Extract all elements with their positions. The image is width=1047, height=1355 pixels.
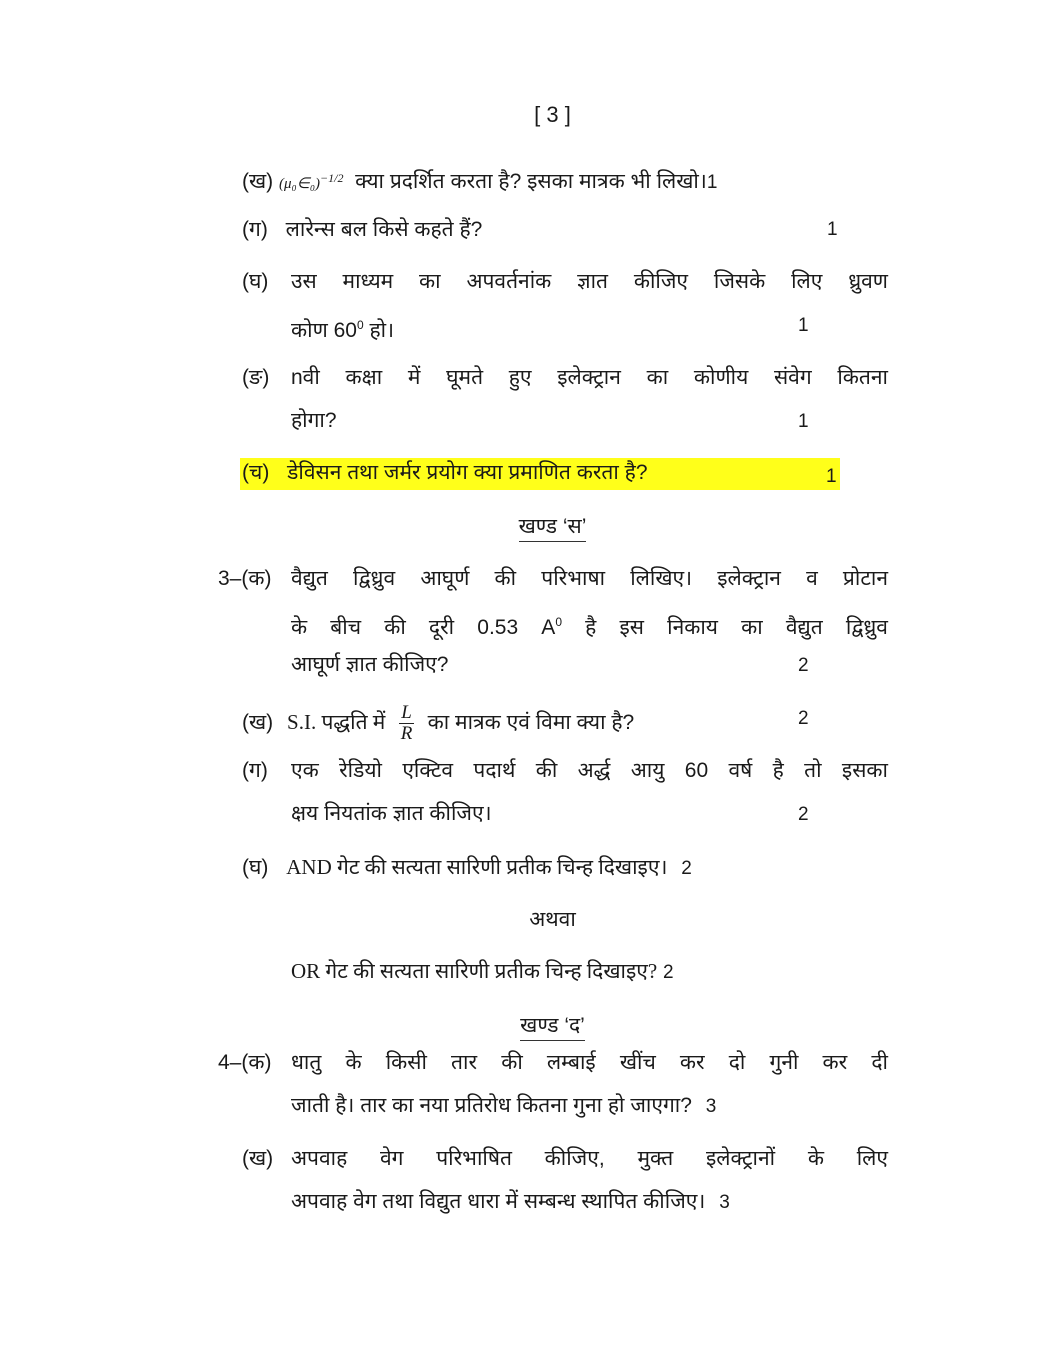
question-text-line1: धातु के किसी तार की लम्बाई खींच कर दो गुनी कर दी xyxy=(291,1051,888,1074)
marks: 1 xyxy=(706,172,718,193)
marks: 2 xyxy=(798,708,809,729)
marks: 2 xyxy=(798,804,809,825)
marks: 3 xyxy=(705,1096,717,1117)
question-text: AND गेट की सत्यता सारिणी प्रतीक चिन्ह दिखाइए। xyxy=(286,855,668,879)
question-label: 3–(क) xyxy=(218,567,272,590)
question-text-line1: nवी कक्षा में घूमते हुए इलेक्ट्रान का कोणीय संवेग कितना xyxy=(291,366,888,389)
question-text: डेविसन तथा जर्मर प्रयोग क्या प्रमाणित करता है? xyxy=(287,461,648,484)
fraction-l-over-r: $\frac{L}{R}$ xyxy=(400,702,413,744)
question-2-nga xyxy=(242,363,269,393)
question-2-cha-highlighted xyxy=(240,458,840,490)
question-text-line3: आघूर्ण ज्ञात कीजिए? xyxy=(291,653,449,676)
question-3-gha xyxy=(242,852,692,884)
math-expression: (μ₀∈₀)$^{-1/2}$ xyxy=(279,171,344,192)
question-text-line2: होगा? xyxy=(291,409,337,432)
marks: 2 xyxy=(663,962,674,983)
question-4-ka xyxy=(218,1048,271,1078)
question-3-ga xyxy=(242,756,268,786)
question-label: (ग) xyxy=(242,759,268,782)
question-2-kha xyxy=(242,163,717,199)
question-label: (च) xyxy=(242,461,270,484)
section-heading-c: खण्ड ‘स’ xyxy=(0,512,1047,540)
marks: 1 xyxy=(798,315,809,336)
question-text-line2: क्षय नियतांक ज्ञात कीजिए। xyxy=(291,802,492,825)
marks: 1 xyxy=(826,466,837,487)
marks: 3 xyxy=(719,1192,730,1213)
question-text-line1: एक रेडियो एक्टिव पदार्थ की अर्द्ध आयु 60 वर्ष है तो इसका xyxy=(291,759,888,782)
question-text: लारेन्स बल किसे कहते हैं? xyxy=(285,218,483,241)
marks: 2 xyxy=(798,655,809,676)
question-label: (घ) xyxy=(242,856,269,879)
question-2-gha xyxy=(242,267,268,297)
question-text-line1: अपवाह वेग परिभाषित कीजिए, मुक्त इलेक्ट्रानों के लिए xyxy=(291,1147,888,1170)
question-text-line2: अपवाह वेग तथा विद्युत धारा में सम्बन्ध स्थापित कीजिए। 3 xyxy=(291,1190,730,1213)
question-label: (घ) xyxy=(242,270,269,293)
question-3-gha-alternative: OR गेट की सत्यता सारिणी प्रतीक चिन्ह दिखाइए? 2 xyxy=(291,959,674,983)
question-4-kha xyxy=(242,1144,273,1174)
question-3-ka xyxy=(218,564,271,594)
marks: 1 xyxy=(798,411,809,432)
question-text-line1: उस माध्यम का अपवर्तनांक ज्ञात कीजिए जिसके लिए ध्रुवण xyxy=(291,270,888,293)
question-label: (ख) xyxy=(242,1147,274,1170)
question-label: (ग) xyxy=(242,218,268,241)
question-label: (ख) xyxy=(242,170,274,193)
or-separator: अथवा xyxy=(529,908,576,931)
question-2-ga xyxy=(242,215,482,245)
question-text-line2: के बीच की दूरी 0.53 $A^0$ है इस निकाय का वैद्युत द्विध्रुव xyxy=(291,615,888,639)
section-heading-d: खण्ड ‘द’ xyxy=(0,1011,1047,1039)
question-label: (ङ) xyxy=(242,366,270,389)
marks: 2 xyxy=(681,858,692,879)
question-label: 4–(क) xyxy=(218,1051,272,1074)
question-text-line1: वैद्युत द्विध्रुव आघूर्ण की परिभाषा लिखिए। इलेक्ट्रान व प्रोटान xyxy=(291,567,888,590)
question-label: (ख) xyxy=(242,711,274,735)
page-number: [ 3 ] xyxy=(534,102,571,127)
marks: 1 xyxy=(827,219,838,240)
question-text: क्या प्रदर्शित करता है? इसका मात्रक भी लिखो। xyxy=(355,170,707,193)
question-text-line2: जाती है। तार का नया प्रतिरोध कितना गुना हो जाएगा? 3 xyxy=(291,1094,717,1117)
question-text-line2: कोण $60^0$ हो। xyxy=(291,318,395,342)
question-3-kha: (ख) S.I. पद्धति में $\frac{L}{R}$ का मात्रक एवं विमा क्या है? xyxy=(242,702,635,744)
